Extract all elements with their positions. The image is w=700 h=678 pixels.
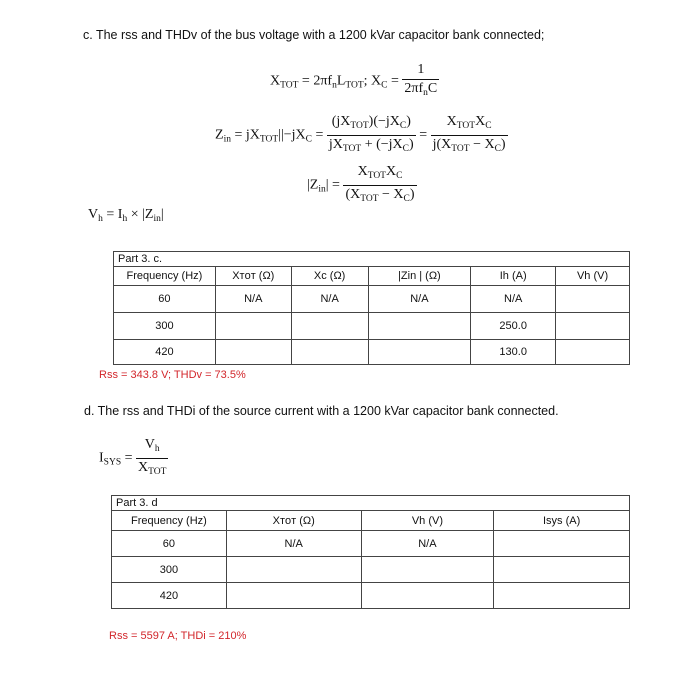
header-cell: Frequency (Hz) — [112, 511, 227, 531]
header-cell: Vh (V) — [556, 267, 630, 286]
equation-xtot-xc: $X_{TOT} = 2\pi f_nL_{TOT}$; $X_C$ = $\frac{1}{2\pi f_nC}$ — [270, 62, 438, 98]
header-cell: Isys (A) — [494, 511, 630, 531]
table-header-row — [114, 267, 630, 286]
table-cell — [361, 583, 494, 609]
equation-vh: $V_h = I_h \times |Z_{in}|$ — [88, 207, 164, 224]
table-cell — [361, 557, 494, 583]
table-cell: N/A — [226, 531, 361, 557]
table-cell: 60 — [112, 531, 227, 557]
table-cell: N/A — [471, 286, 556, 313]
header-cell: Xᴛᴏᴛ (Ω) — [215, 267, 291, 286]
header-cell: Vh (V) — [361, 511, 494, 531]
table-cell: 130.0 — [471, 340, 556, 365]
table-cell — [215, 340, 291, 365]
table-cell: 420 — [114, 340, 216, 365]
table-cell — [226, 557, 361, 583]
table-cell — [556, 286, 630, 313]
header-cell: Xc (Ω) — [291, 267, 368, 286]
table-row — [112, 557, 630, 583]
table-cell: N/A — [215, 286, 291, 313]
table-cell: 60 — [114, 286, 216, 313]
table-cell — [291, 313, 368, 340]
table-cell — [226, 583, 361, 609]
table-row — [114, 286, 630, 313]
table-cell: 250.0 — [471, 313, 556, 340]
table-cell — [494, 531, 630, 557]
part-3c-table — [113, 251, 630, 365]
part-c-heading: c. The rss and THDv of the bus voltage with a 1200 kVar capacitor bank connected; — [83, 28, 545, 42]
table-caption: Part 3. c. — [114, 252, 630, 267]
table-cell: N/A — [291, 286, 368, 313]
table-cell — [556, 340, 630, 365]
header-cell: Frequency (Hz) — [114, 267, 216, 286]
equation-zin: $Z_{in} = jX_{TOT}||-jX_C$ = $\frac{(jX_{TOT})(-jX_C)}{jX_{TOT} + (-jX_C)}$ = $\frac{X_{TOT}X_C}{j(X_{TOT} - X_C)}$ — [215, 114, 506, 154]
table-cell: 300 — [114, 313, 216, 340]
table-cell: N/A — [361, 531, 494, 557]
part-c-result: Rss = 343.8 V; THDv = 73.5% — [99, 369, 246, 381]
equation-abs-zin: $|Z_{in}|$ = $\frac{X_{TOT}X_C}{(X_{TOT} - X_C)}$ — [307, 164, 415, 204]
table-cell — [556, 313, 630, 340]
header-cell: Xᴛᴏᴛ (Ω) — [226, 511, 361, 531]
table-cell: 300 — [112, 557, 227, 583]
table-cell: N/A — [368, 286, 471, 313]
table-caption: Part 3. d — [112, 496, 630, 511]
table-cell — [215, 313, 291, 340]
part-d-heading: d. The rss and THDi of the source current with a 1200 kVar capacitor bank connected. — [84, 404, 559, 418]
table-cell — [368, 313, 471, 340]
table-row — [114, 340, 630, 365]
header-cell: |Zin | (Ω) — [368, 267, 471, 286]
table-row — [112, 583, 630, 609]
part-d-result: Rss = 5597 A; THDi = 210% — [109, 630, 247, 642]
part-3d-table — [111, 495, 630, 609]
table-row — [112, 531, 630, 557]
equation-isys: $I_{SYS}$ = $\frac{V_h}{X_{TOT}}$ — [99, 437, 167, 477]
table-header-row — [112, 511, 630, 531]
header-cell: Ih (A) — [471, 267, 556, 286]
table-cell — [291, 340, 368, 365]
table-cell — [368, 340, 471, 365]
table-row — [114, 313, 630, 340]
table-cell — [494, 557, 630, 583]
table-cell: 420 — [112, 583, 227, 609]
table-cell — [494, 583, 630, 609]
